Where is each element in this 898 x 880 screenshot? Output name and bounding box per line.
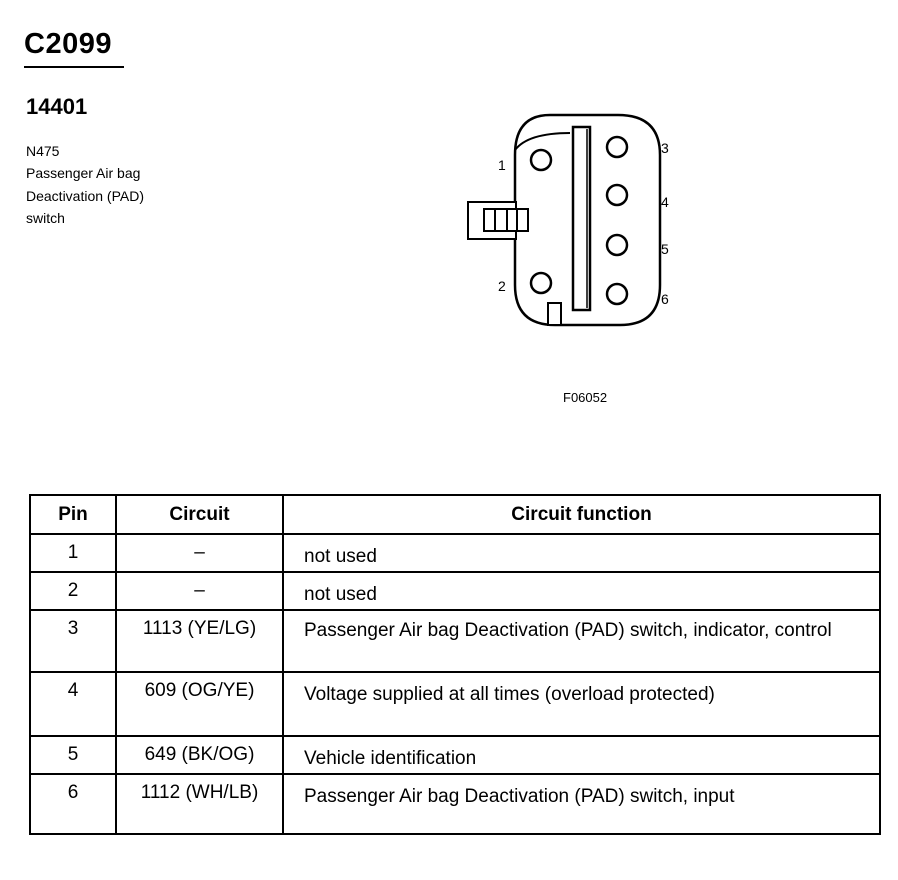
pin-label-2: 2 — [498, 278, 506, 294]
pin-cavity-4 — [607, 185, 627, 205]
pin-cell: 4 — [30, 672, 116, 736]
function-cell: Voltage supplied at all times (overload protected) — [283, 672, 880, 736]
table-row — [30, 572, 880, 610]
description-line: Passenger Air bag — [26, 165, 141, 181]
pin-cell: 3 — [30, 610, 116, 672]
part-number: 14401 — [26, 94, 88, 119]
function-cell: Vehicle identification — [283, 736, 880, 774]
connector-id: C2099 — [24, 28, 112, 60]
table-row — [30, 534, 880, 572]
table-row — [30, 736, 880, 774]
pin-cell: 5 — [30, 736, 116, 774]
pin-cell: 1 — [30, 534, 116, 572]
figure-code: F06052 — [563, 390, 608, 405]
pin-label-5: 5 — [661, 241, 669, 257]
pin-cell: 6 — [30, 774, 116, 834]
circuit-cell: 1112 (WH/LB) — [116, 774, 283, 834]
function-cell: not used — [283, 572, 880, 610]
column-header-pin: Pin — [30, 495, 116, 534]
function-cell: Passenger Air bag Deactivation (PAD) switch, input — [283, 774, 880, 834]
pin-cavity-3 — [607, 137, 627, 157]
circuit-cell: – — [116, 534, 283, 572]
description-line: switch — [26, 210, 65, 226]
circuit-cell: – — [116, 572, 283, 610]
table-row — [30, 672, 880, 736]
table-row — [30, 610, 880, 672]
pin-label-6: 6 — [661, 291, 669, 307]
circuit-cell: 609 (OG/YE) — [116, 672, 283, 736]
function-cell: not used — [283, 534, 880, 572]
table-row — [30, 774, 880, 834]
description-line: Deactivation (PAD) — [26, 188, 145, 204]
circuit-cell: 649 (BK/OG) — [116, 736, 283, 774]
circuit-cell: 1113 (YE/LG) — [116, 610, 283, 672]
column-header-circuit: Circuit — [116, 495, 283, 534]
pin-cavity-6 — [607, 284, 627, 304]
pin-label-4: 4 — [661, 194, 669, 210]
bottom-key — [548, 303, 561, 325]
function-cell: Passenger Air bag Deactivation (PAD) switch, indicator, control — [283, 610, 880, 672]
column-header-circuit-function: Circuit function — [283, 495, 880, 534]
title-underline — [24, 66, 124, 68]
pinout-table — [29, 494, 881, 835]
pin-cavity-5 — [607, 235, 627, 255]
table-header-row — [30, 495, 880, 534]
pin-label-1: 1 — [498, 157, 506, 173]
connector-face-diagram — [460, 105, 690, 340]
pin-cavity-2 — [531, 273, 551, 293]
pin-cell: 2 — [30, 572, 116, 610]
pin-cavity-1 — [531, 150, 551, 170]
description-line: N475 — [26, 143, 60, 159]
pin-label-3: 3 — [661, 140, 669, 156]
